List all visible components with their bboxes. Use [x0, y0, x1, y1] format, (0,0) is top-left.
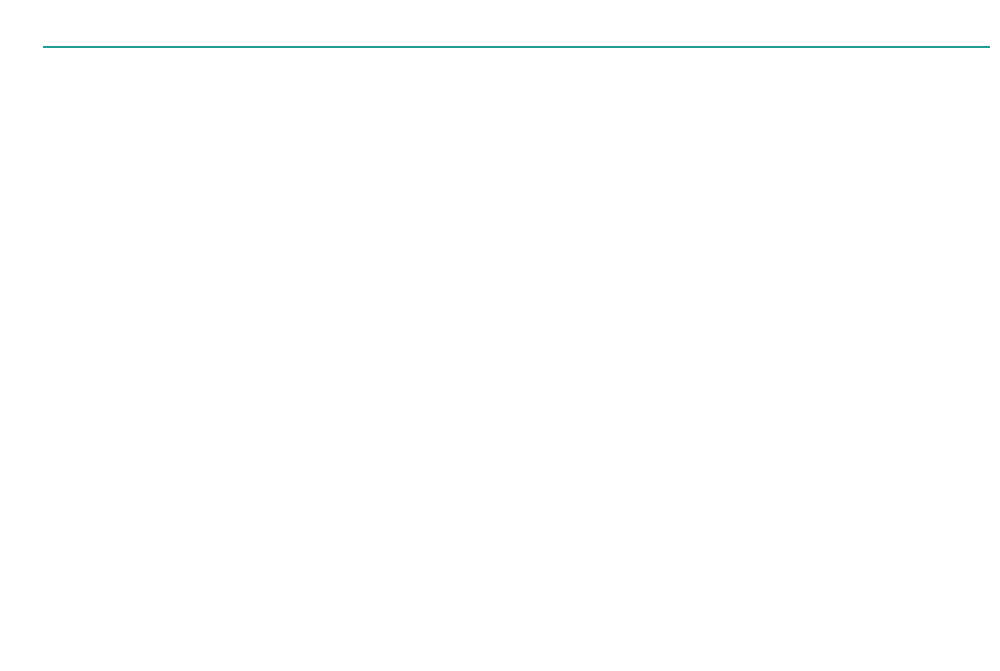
table-header [0, 0, 1000, 46]
header-divider [43, 46, 990, 48]
